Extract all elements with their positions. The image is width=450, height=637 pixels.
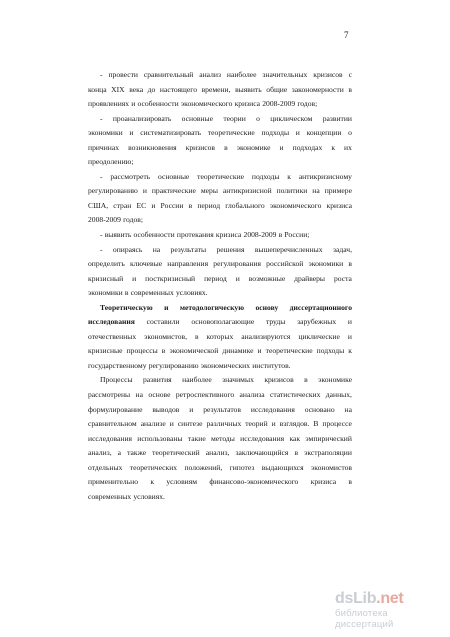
text-line: - провести сравнительный анализ наиболее значительных кризисов с [100,70,352,79]
text-line: экономики и систематизировать теоретические подходы и концепции о [88,128,352,138]
text-line: Процессы развития наиболее значимых кризисов в экономике [100,375,352,385]
page-number: 7 [344,30,349,40]
text-line: применительно к условиям финансово-экономического кризиса в [88,477,352,487]
text-line: рассмотрены на основе ретроспективного анализа статистических данных, [88,390,352,400]
watermark-logo-main: dsLib [335,590,377,607]
text-line: сравнительном анализе и синтезе различных теорий и взглядов. В процессе [88,419,352,429]
text-line: причинах возникновения кризисов в экономике и подходах к их [88,142,352,152]
text-line: - выявить особенности протекания кризиса 2008-2009 в России; [100,230,310,240]
text-line: отечественных экономистов, в которых анализируются циклические и [88,331,352,341]
text-line: регулированию и практические меры антикризисной политики на примере [88,186,352,196]
text-line: кризисные процессы в экономической динамике и теоретические подходы к [88,346,352,356]
text-line: формулирование выводов и результатов исследования основано на [88,404,352,414]
text-line: преодолению; [88,157,134,167]
text-line: проявлениях и особенности экономического кризиса 2008-2009 годов; [88,99,318,109]
text-line: кризисный и посткризисный период и возможные драйверы роста [88,273,352,283]
text-line: определить ключевые направления регулирования российской экономики в [88,259,352,269]
text-line: исследования использованы такие методы исследования как эмпирический [88,433,352,443]
text-line: исследования составили основополагающие труды зарубежных и [88,317,352,327]
text-line: конца XIX века до настоящего времени, выявить общие закономерности в [88,84,352,94]
watermark-subtitle: библиотека диссертаций [335,608,394,630]
text-line: - опираясь на результаты решения вышеперечисленных задач, [100,244,352,254]
text-line: Теоретическую и методологическую основу диссертационного [100,302,352,312]
text-line: - рассмотреть основные теоретические подходы к антикризисному [100,171,352,181]
text-line: государственному регулированию экономических институтов. [88,360,291,370]
body-text [88,68,352,504]
text-line: экономики в современных условиях. [88,288,208,298]
text-line: современных условиях. [88,491,165,501]
watermark [335,590,445,630]
watermark-logo [335,590,445,608]
text-line: 2008-2009 годов; [88,215,143,225]
text-line: США, стран ЕС и России в период глобального экономического кризиса [88,200,352,210]
text-line: анализ, а также теоретический анализ, заключающийся в экстраполяции [88,448,352,458]
text-line: отдельных теоретических положений, гипотез выдающихся экономистов [88,462,352,472]
text-line: - проанализировать основные теории о циклическом развитии [100,113,352,123]
watermark-logo-tld: .net [376,590,404,607]
